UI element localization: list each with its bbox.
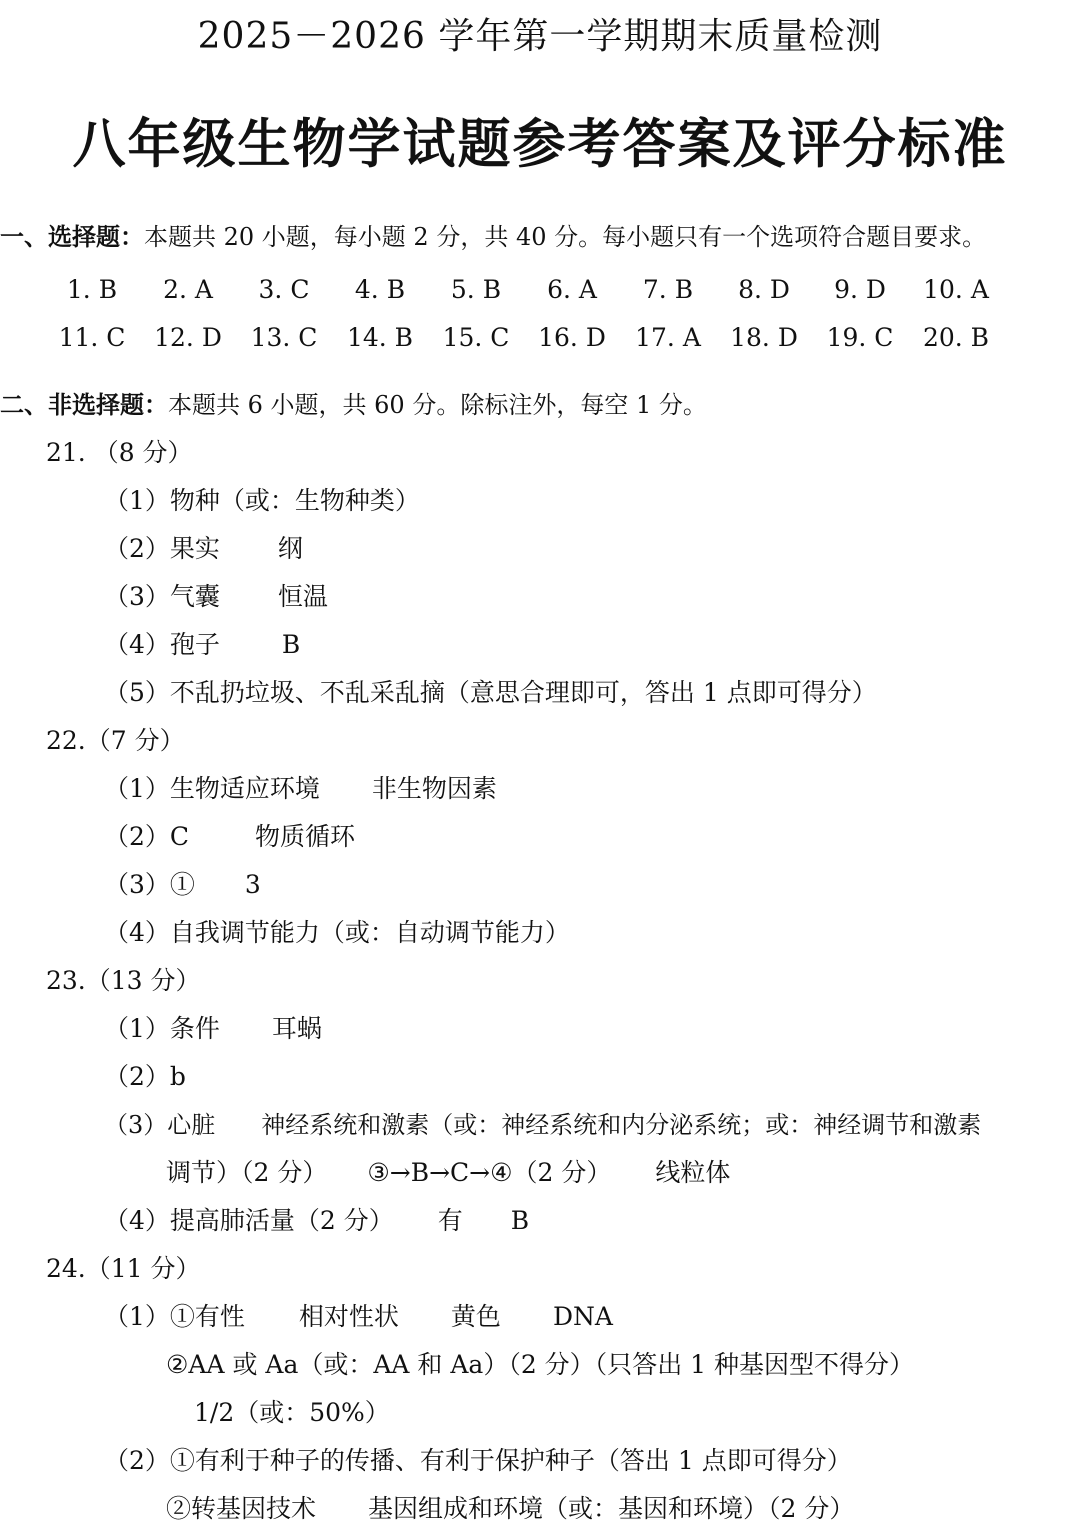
answer: （2）C [104,822,190,851]
q24-part-1-sub-2: ②AA 或 Aa（或：AA 和 Aa）（2 分）（只答出 1 种基因型不得分） [166,1350,914,1379]
answer: 调节）（2 分） [166,1158,328,1187]
q24-part-2: （2）①有利于种子的传播、有利于保护种子（答出 1 点即可得分） [104,1446,852,1475]
answer: 3 [244,870,261,899]
q21-part-4 [104,628,300,662]
answer: B [281,630,301,659]
choice-answer: 2. A [163,275,213,304]
q21-part-3 [104,580,328,614]
q21-part-2 [104,532,303,566]
q22-part-3 [104,868,261,902]
q23-part-2: （2）b [104,1062,186,1091]
q24-part-1 [104,1300,613,1334]
choice-answer: 7. B [642,275,694,304]
q23-part-3 [104,1108,981,1142]
q22-part-1 [104,772,497,806]
choice-answer: 9. D [834,275,886,304]
exam-subtitle: 2025－2026 学年第一学期期末质量检测 [197,16,883,57]
choice-answers-row-1 [44,273,1004,307]
answer: （3）气囊 [104,582,220,611]
q24-part-1-sub-3: 1/2（或：50%） [194,1398,390,1427]
answer: （3）心脏 [104,1111,216,1139]
question-22-heading: 22.（7 分） [46,726,185,755]
answer: 纲 [277,534,303,563]
answer: （2）果实 [104,534,220,563]
answer: （3）① [104,870,195,899]
answer: ②转基因技术 [166,1494,317,1523]
choice-answers-row-2 [44,321,1004,355]
choice-answer: 3. C [258,275,310,304]
section-2-heading [0,388,707,422]
answer: （1）①有性 [104,1302,245,1331]
section-1-heading [0,220,986,254]
answer: B [510,1206,530,1235]
section-1-desc: 本题共 20 小题，每小题 2 分，共 40 分。每小题只有一个选项符合题目要求。 [144,223,987,251]
q21-part-5: （5）不乱扔垃圾、不乱采乱摘（意思合理即可，答出 1 点即可得分） [104,678,877,707]
choice-answer: 14. B [346,323,414,352]
section-2-label: 二、非选择题： [0,391,168,419]
question-24-heading: 24.（11 分） [46,1254,201,1283]
q22-part-4: （4）自我调节能力（或：自动调节能力） [104,918,570,947]
q23-part-1 [104,1012,322,1046]
answer: 恒温 [277,582,328,611]
answer: （4）孢子 [104,630,220,659]
choice-answer: 10. A [923,275,989,304]
q24-part-2-sub-2 [166,1492,854,1526]
choice-answer: 16. D [538,323,606,352]
choice-answer: 18. D [730,323,798,352]
choice-answer: 11. C [58,323,126,352]
answer: 黄色 [450,1302,501,1331]
answer: 基因组成和环境（或：基因和环境）（2 分） [368,1494,855,1523]
choice-answer: 8. D [738,275,790,304]
answer: 物质循环 [255,822,356,851]
choice-answer: 12. D [154,323,222,352]
q22-part-2 [104,820,355,854]
answer: 非生物因素 [371,774,497,803]
question-23-heading: 23.（13 分） [46,966,201,995]
section-1-label: 一、选择题： [0,223,144,251]
answer: （4）提高肺活量（2 分） [104,1206,394,1235]
q23-part-4 [104,1204,529,1238]
choice-answer: 5. B [450,275,502,304]
page-title: 八年级生物学试题参考答案及评分标准 [72,114,1008,175]
q23-part-3-continued [166,1156,730,1190]
q21-part-1: （1）物种（或：生物种类） [104,486,420,515]
choice-answer: 19. C [826,323,894,352]
answer: （1）生物适应环境 [104,774,320,803]
answer: ③→B→C→④（2 分） [367,1158,612,1187]
question-21-heading: 21. （8 分） [46,438,193,467]
choice-answer: 4. B [354,275,406,304]
choice-answer: 20. B [922,323,990,352]
choice-answer: 13. C [250,323,318,352]
answer: 神经系统和激素（或：神经系统和内分泌系统；或：神经调节和激素 [261,1111,982,1139]
choice-answer: 15. C [442,323,510,352]
answer: 相对性状 [298,1302,399,1331]
answer: 有 [437,1206,463,1235]
choice-answer: 17. A [635,323,701,352]
section-2-desc: 本题共 6 小题，共 60 分。除标注外，每空 1 分。 [168,391,707,419]
choice-answer: 6. A [547,275,597,304]
answer: 耳蜗 [271,1014,322,1043]
answer: 线粒体 [655,1158,731,1187]
answer: DNA [552,1302,613,1331]
answer: （1）条件 [104,1014,220,1043]
choice-answer: 1. B [66,275,118,304]
